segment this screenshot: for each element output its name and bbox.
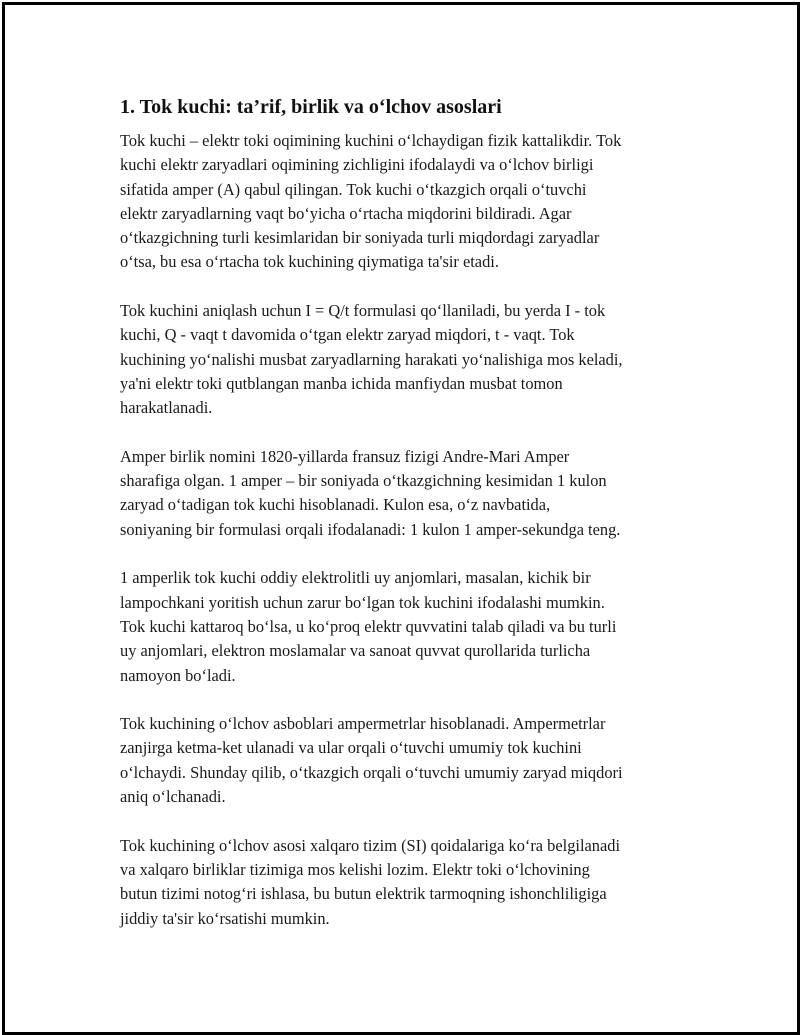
paragraph — [120, 712, 695, 809]
paragraph-line: soniyaning bir formulasi orqali ifodalanadi: 1 kulon 1 amper-sekundga teng. — [120, 519, 621, 539]
paragraph-line: o‘lchaydi. Shunday qilib, o‘tkazgich orqali o‘tuvchi umumiy zaryad miqdori — [120, 762, 623, 782]
paragraph-line: o‘tsa, bu esa o‘rtacha tok kuchining qiymatiga ta'sir etadi. — [120, 252, 499, 272]
paragraph — [120, 299, 695, 420]
document-page — [2, 2, 800, 1035]
paragraph-line: kuchi elektr zaryadlari oqimining zichligini ifodalaydi va o‘lchov birligi — [120, 155, 594, 175]
paragraph-line: va xalqaro birliklar tizimiga mos kelishi lozim. Elektr toki o‘lchovining — [120, 859, 590, 879]
paragraph-line: Tok kuchini aniqlash uchun I = Q/t formulasi qo‘llaniladi, bu yerda I - tok — [120, 301, 606, 321]
paragraph-line: ya'ni elektr toki qutblangan manba ichida manfiydan musbat tomon — [120, 373, 563, 393]
paragraph-line: namoyon bo‘ladi. — [120, 665, 236, 685]
paragraph-line: butun tizimi notog‘ri ishlasa, bu butun elektrik tarmoqning ishonchliligiga — [120, 884, 607, 904]
paragraph-line: jiddiy ta'sir ko‘rsatishi mumkin. — [120, 908, 330, 928]
paragraph-line: sifatida amper (A) qabul qilingan. Tok kuchi o‘tkazgich orqali o‘tuvchi — [120, 179, 587, 199]
paragraph-line: o‘tkazgichning turli kesimlaridan bir soniyada turli miqdordagi zaryadlar — [120, 228, 600, 248]
paragraph-line: Tok kuchining o‘lchov asosi xalqaro tizim (SI) qoidalariga ko‘ra belgilanadi — [120, 835, 620, 855]
paragraph-line: uy anjomlari, elektron moslamalar va sanoat quvvat qurollarida turlicha — [120, 641, 591, 661]
paragraph-list — [120, 129, 695, 931]
paragraph-line: Amper birlik nomini 1820-yillarda fransuz fizigi Andre-Mari Amper — [120, 446, 570, 466]
paragraph — [120, 834, 695, 931]
paragraph-line: kuchi, Q - vaqt t davomida o‘tgan elektr zaryad miqdori, t - vaqt. Tok — [120, 325, 575, 345]
section-heading: 1. Tok kuchi: ta’rif, birlik va o‘lchov asoslari — [120, 96, 502, 118]
paragraph — [120, 445, 695, 542]
paragraph-line: Tok kuchining o‘lchov asboblari ampermetrlar hisoblanadi. Ampermetrlar — [120, 714, 606, 734]
paragraph-line: sharafiga olgan. 1 amper – bir soniyada o‘tkazgichning kesimidan 1 kulon — [120, 471, 607, 491]
paragraph-line: aniq o‘lchanadi. — [120, 787, 226, 807]
document-content — [120, 95, 695, 955]
paragraph-line: Tok kuchi kattaroq bo‘lsa, u ko‘proq elektr quvvatini talab qiladi va bu turli — [120, 616, 617, 636]
paragraph — [120, 566, 695, 687]
paragraph-line: zaryad o‘tadigan tok kuchi hisoblanadi. Kulon esa, o‘z navbatida, — [120, 495, 551, 515]
paragraph-line: elektr zaryadlarning vaqt bo‘yicha o‘rtacha miqdorini bildiradi. Agar — [120, 203, 572, 223]
paragraph-line: zanjirga ketma-ket ulanadi va ular orqali o‘tuvchi umumiy tok kuchini — [120, 738, 582, 758]
paragraph-line: harakatlanadi. — [120, 398, 213, 418]
paragraph-line: lampochkani yoritish uchun zarur bo‘lgan tok kuchini ifodalashi mumkin. — [120, 592, 605, 612]
paragraph-line: kuchining yo‘nalishi musbat zaryadlarning harakati yo‘nalishiga mos keladi, — [120, 349, 623, 369]
paragraph-line: 1 amperlik tok kuchi oddiy elektrolitli uy anjomlari, masalan, kichik bir — [120, 568, 591, 588]
paragraph-line: Tok kuchi – elektr toki oqimining kuchini o‘lchaydigan fizik kattalikdir. Tok — [120, 131, 622, 150]
paragraph — [120, 129, 695, 275]
